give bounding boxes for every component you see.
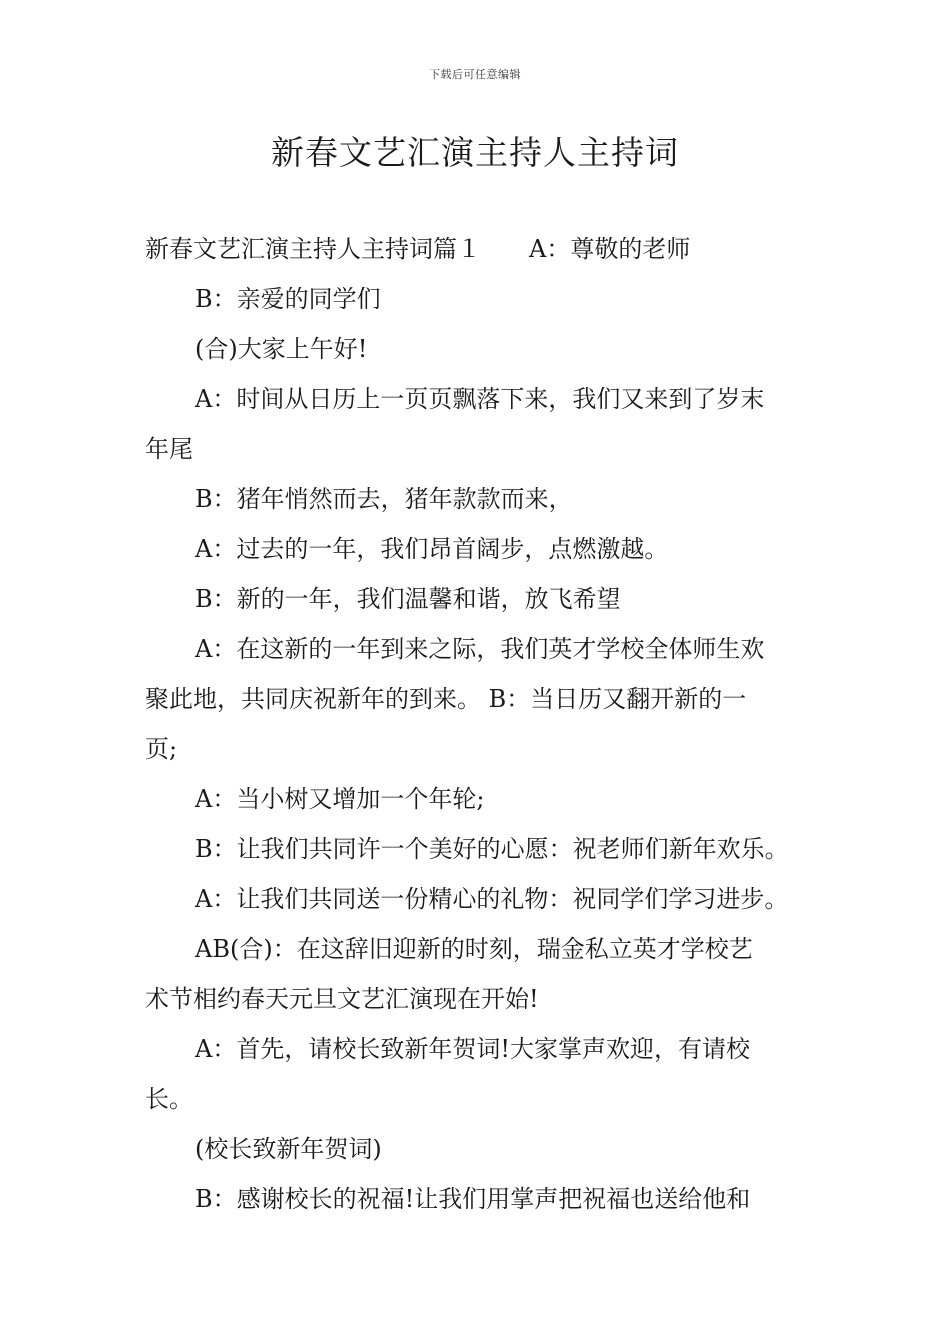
dialogue-line-continuation: 长。 xyxy=(145,1085,193,1113)
dialogue-line: A：首先，请校长致新年贺词!大家掌声欢迎，有请校 xyxy=(195,1035,750,1063)
document-title: 新春文艺汇演主持人主持词 xyxy=(271,133,679,172)
dialogue-line: A：尊敬的老师 xyxy=(529,235,691,263)
dialogue-line: B：让我们共同许一个美好的心愿：祝老师们新年欢乐。 xyxy=(195,835,789,863)
dialogue-line: A：过去的一年，我们昂首阔步，点燃激越。 xyxy=(195,535,669,563)
section-heading: 新春文艺汇演主持人主持词篇１ xyxy=(145,235,481,263)
stage-direction: (校长致新年贺词) xyxy=(195,1135,382,1163)
dialogue-line: (合)大家上午好! xyxy=(195,335,368,363)
dialogue-line: B：感谢校长的祝福!让我们用掌声把祝福也送给他和 xyxy=(195,1185,751,1213)
document-body xyxy=(145,224,809,1224)
dialogue-line-continuation: 年尾 xyxy=(145,435,193,463)
dialogue-line: B：猪年悄然而去，猪年款款而来， xyxy=(195,485,573,513)
dialogue-line: A：在这新的一年到来之际，我们英才学校全体师生欢 xyxy=(195,635,765,663)
dialogue-line: A：当小树又增加一个年轮; xyxy=(195,785,485,813)
header-note: 下载后可任意编辑 xyxy=(429,68,521,81)
dialogue-line: A：时间从日历上一页页飘落下来，我们又来到了岁末 xyxy=(195,385,765,413)
dialogue-line-continuation: 聚此地，共同庆祝新年的到来。 B：当日历又翻开新的一 xyxy=(145,685,747,713)
dialogue-line: B：亲爱的同学们 xyxy=(195,285,381,313)
dialogue-line: A：让我们共同送一份精心的礼物：祝同学们学习进步。 xyxy=(195,885,789,913)
body-line-first xyxy=(145,224,809,274)
dialogue-line: AB(合)：在这辞旧迎新的时刻，瑞金私立英才学校艺 xyxy=(195,935,753,963)
dialogue-line: B：新的一年，我们温馨和谐，放飞希望 xyxy=(195,585,621,613)
dialogue-line-continuation: 术节相约春天元旦文艺汇演现在开始! xyxy=(145,985,539,1013)
dialogue-line-continuation: 页; xyxy=(145,735,178,763)
